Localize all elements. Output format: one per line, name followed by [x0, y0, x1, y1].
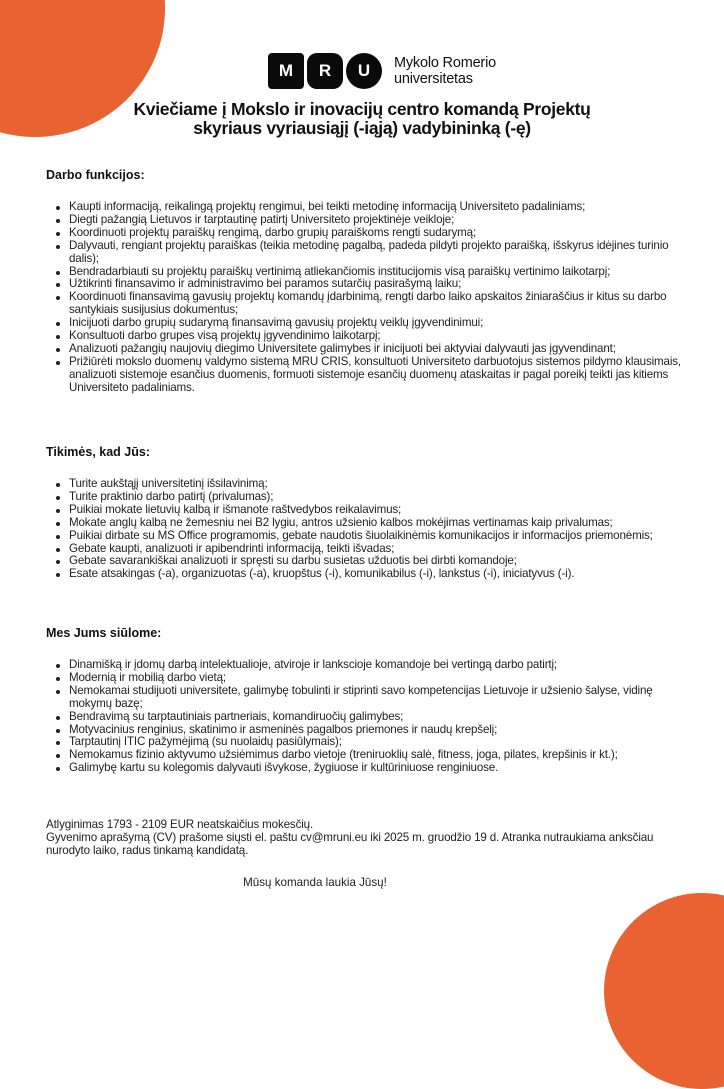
list-item: Esate atsakingas (-a), organizuotas (-a), kruopštus (-i), komunikabilus (-i), lankstus (-i), iniciatyvus (-i).	[69, 568, 686, 581]
list-item: Bendradarbiauti su projektų paraiškų vertinimą atliekančiomis institucijomis visą paraiškų vertinimo laikotarpį;	[69, 266, 686, 279]
requirements-list	[46, 478, 686, 581]
list-item: Konsultuoti darbo grupes visą projektų įgyvendinimo laikotarpį;	[69, 330, 686, 343]
title-line1: Kviečiame į Mokslo ir inovacijų centro komandą Projektų	[133, 99, 591, 119]
list-item: Turite aukštąjį universitetinį išsilavinimą;	[69, 478, 686, 491]
logo-letter-r: R	[307, 53, 343, 89]
mru-logo	[268, 52, 496, 90]
logo-name-line1: Mykolo Romerio	[394, 55, 496, 71]
section-requirements	[46, 445, 686, 581]
section-heading: Darbo funkcijos:	[46, 168, 145, 182]
logo-name-line2: universitetas	[394, 71, 473, 87]
section-heading: Tikimės, kad Jūs:	[46, 445, 150, 459]
list-item: Kaupti informaciją, reikalingą projektų rengimui, bei teikti metodinę informaciją Universiteto padaliniams;	[69, 201, 686, 214]
list-item: Puikiai mokate lietuvių kalbą ir išmanote raštvedybos reikalavimus;	[69, 504, 686, 517]
footer-info	[46, 818, 686, 857]
decorative-orange-circle-bottom-right	[604, 893, 724, 1089]
list-item: Koordinuoti finansavimą gavusių projektų komandų įdarbinimą, rengti darbo laiko apskaitos žiniaraščius ir kitus su darbo santykiais susijusius dokumentus;	[69, 291, 686, 317]
list-item: Diegti pažangią Lietuvos ir tarptautinę patirtį Universiteto projektinėje veikloje;	[69, 214, 686, 227]
application-text: Gyvenimo aprašymą (CV) prašome siųsti el. paštu cv@mruni.eu iki 2025 m. gruodžio 19 d. Atranka nutraukiama anksčiau nurodyto laiko, radus tinkamą kandidatą.	[46, 831, 654, 857]
list-item: Užtikrinti finansavimo ir administravimo bei paramos sutarčių pasirašymą laiku;	[69, 278, 686, 291]
list-item: Nemokamus fizinio aktyvumo užsiėmimus darbo vietoje (treniruoklių salė, fitness, joga, pilates, krepšinis ir kt.);	[69, 749, 686, 762]
list-item: Koordinuoti projektų paraiškų rengimą, darbo grupių paraiškoms rengti sudarymą;	[69, 227, 686, 240]
list-item: Puikiai dirbate su MS Office programomis, gebate naudotis šiuolaikinėmis komunikacijos ir informacijos priemonėmis;	[69, 530, 686, 543]
title-line2: skyriaus vyriausiąjį (-iąją) vadybininką (-ę)	[193, 118, 531, 138]
list-item: Motyvacinius renginius, skatinimo ir asmeninės pagalbos priemones ir naudų krepšelį;	[69, 724, 686, 737]
list-item: Dinamišką ir įdomų darbą intelektualioje, atviroje ir lankscioje komandoje bei vertingą darbo patirtį;	[69, 659, 686, 672]
list-item: Gebate savarankiškai analizuoti ir spręsti su darbu susietas užduotis bei dirbti komandoje;	[69, 555, 686, 568]
list-item: Bendravimą su tarptautiniais partneriais, komandiruočių galimybes;	[69, 711, 686, 724]
logo-letter-m: M	[268, 53, 304, 89]
salary-text: Atlyginimas 1793 - 2109 EUR neatskaičius mokesčių.	[46, 818, 314, 831]
page-title	[100, 100, 624, 138]
list-item: Modernią ir mobilią darbo vietą;	[69, 672, 686, 685]
list-item: Analizuoti pažangių naujovių diegimo Universitete galimybes ir inicijuoti bei aktyviai dalyvauti jas įgyvendinant;	[69, 343, 686, 356]
offer-list	[46, 659, 686, 775]
list-item: Prižiūrėti mokslo duomenų valdymo sistemą MRU CRIS, konsultuoti Universiteto darbuotojus sistemos pildymo klausimais, analizuoti sistemoje esančius duomenis, formuoti sistemoje esančių duomenų ataskaitas ir pagal poreikį teikti jas kitiems Universiteto padaliniams.	[69, 356, 686, 395]
job-functions-list	[46, 201, 686, 395]
list-item: Gebate kaupti, analizuoti ir apibendrinti informaciją, teikti išvadas;	[69, 543, 686, 556]
list-item: Dalyvauti, rengiant projektų paraiškas (teikia metodinę pagalbą, padeda pildyti projekto paraišką, išskyrus idėjines turinio dalis);	[69, 240, 686, 266]
closing-text: Mūsų komanda laukia Jūsų!	[243, 876, 387, 889]
list-item: Mokate anglų kalbą ne žemesniu nei B2 lygiu, antros užsienio kalbos mokėjimas vertinamas kaip privalumas;	[69, 517, 686, 530]
section-offer	[46, 626, 686, 775]
section-job-functions	[46, 168, 686, 395]
logo-university-name	[394, 55, 496, 87]
list-item: Inicijuoti darbo grupių sudarymą finansavimą gavusių projektų veiklų įgyvendinimui;	[69, 317, 686, 330]
list-item: Nemokamai studijuoti universitete, galimybę tobulinti ir stiprinti savo kompetencijas Lietuvoje ir užsienio šalyse, vidinę mokymų bazę;	[69, 685, 686, 711]
list-item: Tarptautinį ITIC pažymėjimą (su nuolaidų pasiūlymais);	[69, 736, 686, 749]
list-item: Galimybę kartu su kolegomis dalyvauti išvykose, žygiuose ir kultūriniuose renginiuose.	[69, 762, 686, 775]
section-heading: Mes Jums siūlome:	[46, 626, 162, 640]
list-item: Turite praktinio darbo patirtį (privalumas);	[69, 491, 686, 504]
logo-letter-u: U	[346, 53, 382, 89]
